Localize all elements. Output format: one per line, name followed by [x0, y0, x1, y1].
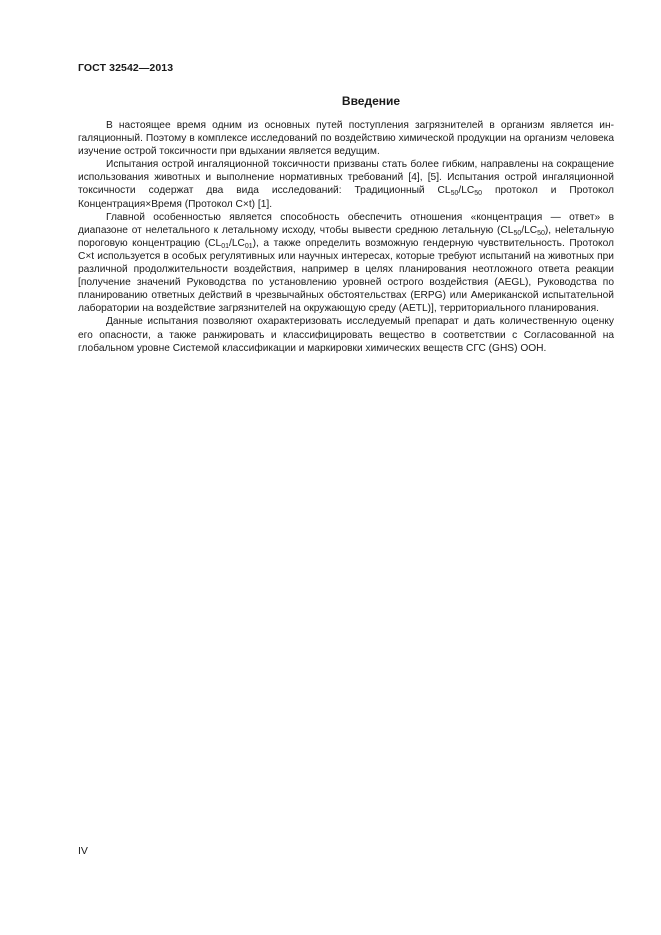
body-text [78, 119, 614, 355]
paragraph-2-text-c: протокол и Протокол Концентрация×Время (Протокол C×t) [1]. [78, 185, 614, 210]
paragraph-3-text-b: /LC [521, 224, 538, 236]
paragraph-3 [78, 211, 614, 316]
section-title: Введение [341, 94, 401, 108]
paragraph-2-text-b: /LC [458, 185, 475, 197]
subscript: 50 [537, 229, 545, 237]
subscript: 50 [450, 190, 459, 198]
paragraph-4: Данные испытания позволяют охарактеризовать исследуемый препарат и дать количественную оценку его опасности, а также ранжировать и классифицировать вещество в соответствии с Согласованной на глобальном уровне Системой классификации и маркировки химических веществ СГС (GHS) ООН. [78, 316, 614, 354]
paragraph-3-text-d: /LC [228, 237, 245, 249]
paragraph-2 [78, 158, 614, 210]
paragraph-2-text-a: Испытания острой ингаляционной токсичности призваны стать более гибким, направлены на сокращение использования животных и выполнение нормативных требований [4], [5]. Испытания острой ингаляционной токсичности содержат два вида исследований: Традиционный CL [78, 159, 614, 197]
subscript: 50 [513, 229, 522, 237]
paragraph-3-text-c: ), нeleтальную пороговую концентрацию (CL [78, 224, 614, 249]
subscript: 01 [244, 242, 253, 250]
document-code: ГОСТ 32542—2013 [78, 62, 174, 74]
paragraph-1: В настоящее время одним из основных путей поступления загрязнителей в организм является ингаляционный. Поэтому в комплексе исследований по воздействию химической продукции на организм человека изучение острой токсичности при вдыхании является ведущим. [78, 120, 614, 158]
subscript: 50 [474, 190, 483, 198]
paragraph-3-text-e: ), а также определить возможную гендерную чувствительность. Протокол C×t используется в особых регулятивных или научных интересах, которые требуют испытаний на животных при различной продолжительности воздействия, например в целях планирования неотложного ответа реакции [получение значений Руководства по установлению уровней острого воздействия (AEGL), Руководства по планированию ответных действий в чрезвычайных обстоятельствах (ERPG) или Американской испытательной лаборатории на воздействие загрязнителей на окружающую среду (AETL)], территориального планирования. [78, 237, 614, 315]
page-number: IV [78, 845, 88, 857]
paragraph-3-text-a: Главной особенностью является способность обеспечить отношения «концентрация — ответ» в диапазоне от нелетального к летальному исходу, чтобы вывести среднюю летальную (CL [78, 211, 614, 236]
subscript: 01 [221, 242, 229, 250]
